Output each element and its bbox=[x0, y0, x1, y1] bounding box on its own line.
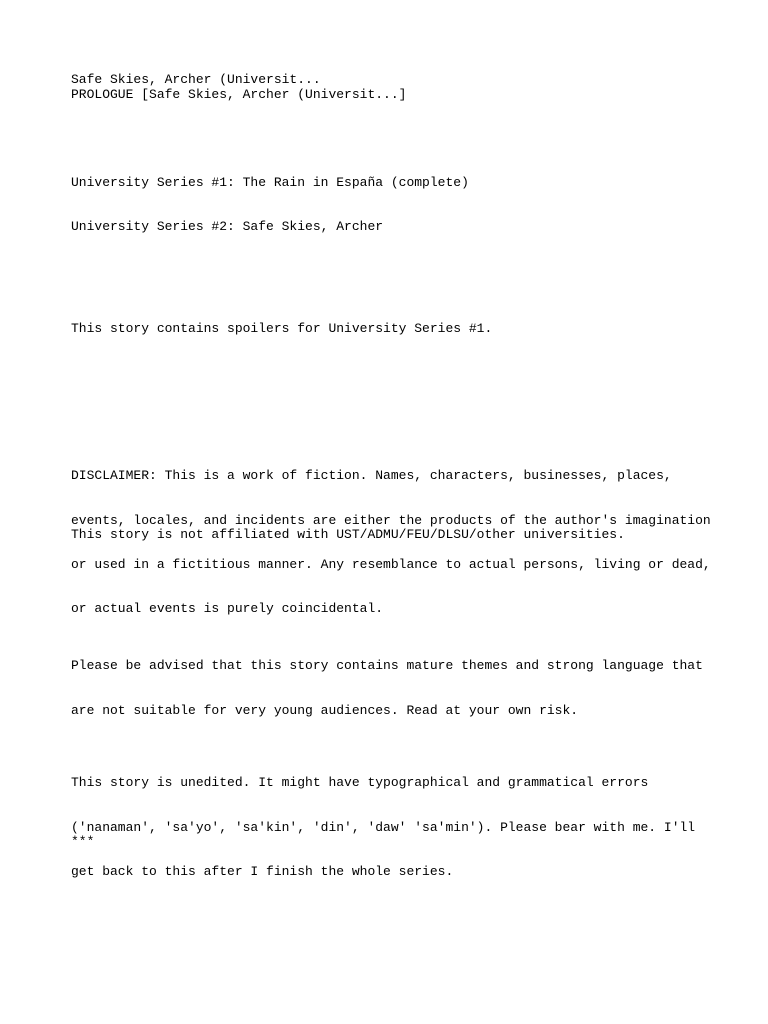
unedited-line: get back to this after I finish the whole series. bbox=[71, 863, 454, 879]
disclaimer-line: or used in a fictitious manner. Any resemblance to actual persons, living or dead, bbox=[71, 556, 711, 572]
unedited-line: This story is unedited. It might have typographical and grammatical errors bbox=[71, 775, 649, 791]
chapter-heading: PROLOGUE [Safe Skies, Archer (Universit...] bbox=[71, 87, 407, 102]
disclaimer-paragraph bbox=[71, 440, 711, 646]
advisory-paragraph bbox=[71, 630, 703, 748]
series-book-1: University Series #1: The Rain in España (complete) bbox=[71, 175, 469, 190]
advisory-line: Please be advised that this story contains mature themes and strong language that bbox=[71, 658, 703, 674]
disclaimer-line: or actual events is purely coincidental. bbox=[71, 600, 384, 616]
disclaimer-line: DISCLAIMER: This is a work of fiction. Names, characters, businesses, places, bbox=[71, 468, 672, 484]
section-separator: *** bbox=[71, 834, 95, 849]
disclaimer-line: events, locales, and incidents are either the products of the author's imagination bbox=[71, 512, 711, 528]
document-title: Safe Skies, Archer (Universit... bbox=[71, 72, 321, 87]
unedited-paragraph bbox=[71, 747, 695, 909]
spoiler-notice: This story contains spoilers for University Series #1. bbox=[71, 321, 493, 336]
advisory-line: are not suitable for very young audiences. Read at your own risk. bbox=[71, 702, 579, 718]
unedited-line: ('nanaman', 'sa'yo', 'sa'kin', 'din', 'daw' 'sa'min'). Please bear with me. I'll bbox=[71, 819, 696, 835]
series-book-2: University Series #2: Safe Skies, Archer bbox=[71, 219, 384, 234]
affiliation-notice: This story is not affiliated with UST/ADMU/FEU/DLSU/other universities. bbox=[71, 527, 625, 542]
